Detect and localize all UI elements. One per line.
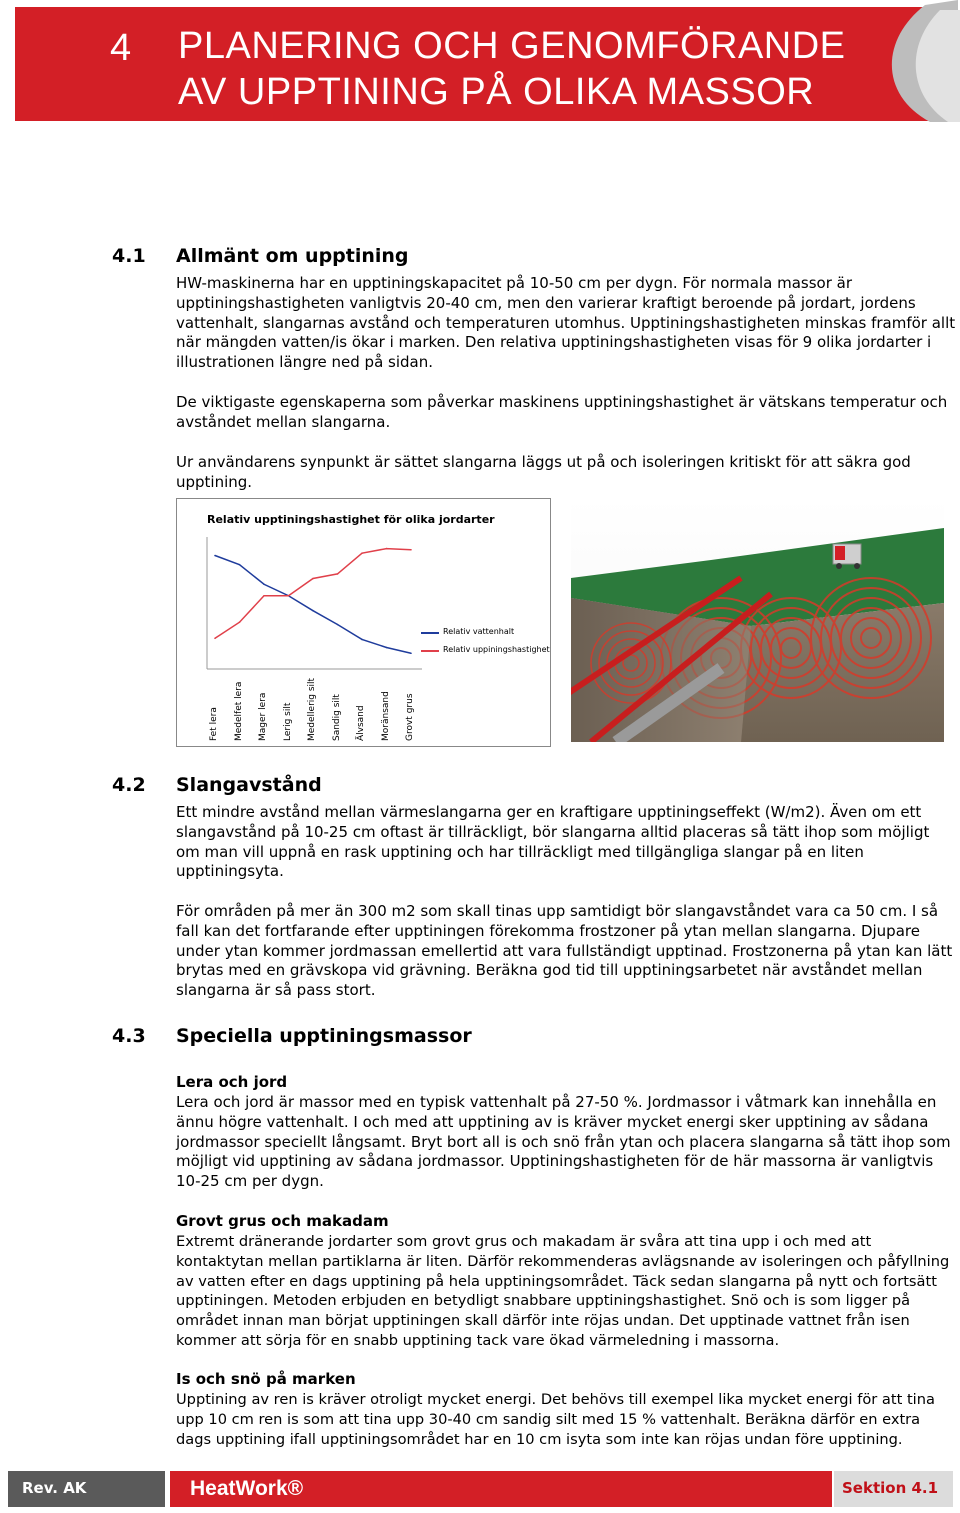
data-point [410, 652, 412, 654]
legend-swatch [421, 650, 439, 652]
data-point [361, 639, 363, 641]
x-tick-label: Medellerig silt [307, 677, 317, 741]
legend-label: Relativ vattenhalt [443, 627, 515, 636]
footer-section-box [834, 1471, 953, 1507]
section-title: Allmänt om upptining [176, 245, 409, 267]
section-title: Speciella upptiningsmassor [176, 1025, 472, 1047]
revision-label: Rev. AK [22, 1479, 87, 1497]
section-title: Slangavstånd [176, 774, 322, 796]
data-point [214, 638, 216, 640]
chapter-header [15, 7, 945, 121]
x-tick-label: Lerig silt [282, 702, 293, 741]
paragraph: Extremt dränerande jordarter som grovt grus och makadam är svåra att tina upp i och med att kontaktytan mellan partiklarna är liten. Därför rekommenderas avlägsnande av isoleringen och påfyllning av vatten efter en dags upptining på hela upptiningsområdet. Täck sedan slangarna på nytt och fortsätt upptiningen. Metoden erbjuden en betydligt snabbare upptiningshastighet. Snö och is som ligger på området innan man börjat upptiningen skall därför inte röjas undan. Det upptinade vattnet från isen kommer att sörja för en snabb upptining tack vare ökad värmeledning i massorna. [176, 1233, 950, 1349]
data-point [288, 595, 290, 597]
data-point [386, 647, 388, 649]
subheading: Lera och jord [176, 1073, 288, 1091]
heatwork-logo: HeatWork® [190, 1477, 304, 1500]
brand-swoosh [820, 0, 960, 125]
paragraph: De viktigaste egenskaperna som påverkar maskinens upptiningshastighet är vätskans temperatur och avståndet mellan slangarna. [176, 393, 948, 431]
paragraph: Upptining av ren is kräver otroligt mycket energi. Det behövs till exempel lika mycket energi för att tina upp 10 cm ren is som att tina upp 30-40 cm sandig silt med 15 % vattenhalt. Beräkna därför en extra dags upptining ifall upptiningsområdet har en 10 cm isyta som inte kan röjas undan före upptining. [176, 1391, 935, 1448]
data-point [312, 610, 314, 612]
data-point [386, 548, 388, 550]
subheading: Is och snö på marken [176, 1370, 356, 1388]
x-tick-label: Mager lera [258, 692, 268, 741]
data-point [263, 583, 265, 585]
footer-brand-box [170, 1471, 832, 1507]
page-footer [8, 1471, 953, 1507]
data-point [410, 549, 412, 551]
data-point [239, 564, 241, 566]
data-point [312, 578, 314, 580]
section-number: 4.3 [112, 1025, 146, 1047]
legend-swatch [421, 632, 439, 634]
x-tick-label: Moränsand [380, 691, 391, 741]
series-line-1 [215, 549, 411, 639]
data-point [337, 573, 339, 575]
thawing-illustration [571, 498, 944, 742]
x-tick-label: Älvsand [356, 705, 366, 741]
paragraph: För områden på mer än 300 m2 som skall tinas upp samtidigt bör slangavståndet vara ca 50 cm. I så fall kan det fortfarande efter upptiningen förekomma frostzoner på ytan mellan slangarna. Djupare under ytan kommer jordmassan emellertid att vara fullständigt upptinad. Frostzonerna på ytan kan lätt brytas med en grävskopa vid grävning. Beräkna god tid till upptiningsarbetet när avståndet mellan slangarna är så pass stort. [176, 902, 953, 1000]
paragraph: Ur användarens synpunkt är sättet slangarna läggs ut på och isoleringen kritiskt för att säkra god upptining. [176, 453, 911, 491]
paragraph: Ett mindre avstånd mellan värmeslangarna ger en kraftigare upptiningseffekt (W/m2). Även om ett slangavstånd på 10-25 cm oftast är tillräckligt, bör slangarna alltid placeras så tätt ihop som möjligt om man vill uppnå en rask upptining och har tillräckligt med tillgängliga slangar på en liten upptiningsyta. [176, 803, 930, 881]
data-point [263, 595, 265, 597]
paragraph: HW-maskinerna har en upptiningskapacitet på 10-50 cm per dygn. För normala massor är upptiningshastigheten vanligtvis 20-40 cm, men den varierar kraftigt beroende på jordart, jordens vattenhalt, slangarnas avstånd och temperaturen utomhus. Upptiningshastigheten minskas framför allt när mängden vatten/is ökar i marken. Den relativa upptiningshastigheten visas för 9 olika jordarter i illustrationen längre ned på sidan. [176, 274, 956, 372]
chapter-number: 4 [110, 27, 132, 69]
data-point [239, 621, 241, 623]
section-number: 4.2 [112, 774, 146, 796]
data-point [337, 624, 339, 626]
x-tick-label: Medelfet lera [233, 681, 244, 741]
section-number: 4.1 [112, 245, 146, 267]
data-point [214, 555, 216, 557]
subheading: Grovt grus och makadam [176, 1212, 389, 1230]
chapter-title-line2: AV UPPTINING PÅ OLIKA MASSOR [178, 71, 815, 113]
chart-title: Relativ upptiningshastighet för olika jordarter [207, 513, 495, 526]
paragraph: Lera och jord är massor med en typisk vattenhalt på 27-50 %. Jordmassor i våtmark kan innehålla en ännu högre vattenhalt. I och med att upptining av is kräver mycket energi sker upptining av sådana jordmassor speciellt långsamt. Bryt bort all is och snö från ytan och placera slangarna så tätt ihop som möjligt vid upptining av sådana jordmassor. Upptiningshastigheten för de här massorna är vanligtvis 10-25 cm per dygn. [176, 1093, 951, 1191]
section-label: Sektion 4.1 [842, 1479, 939, 1497]
legend-label: Relativ uppiningshastighet [443, 645, 550, 654]
chapter-title-line1: PLANERING OCH GENOMFÖRANDE [178, 25, 846, 67]
x-tick-label: Fet lera [209, 707, 219, 741]
x-tick-label: Sandig silt [331, 694, 342, 741]
footer-revision-box [8, 1471, 165, 1507]
data-point [361, 552, 363, 554]
x-tick-label: Grovt grus [405, 693, 415, 741]
series-line-0 [215, 556, 411, 654]
line-chart [176, 498, 551, 747]
